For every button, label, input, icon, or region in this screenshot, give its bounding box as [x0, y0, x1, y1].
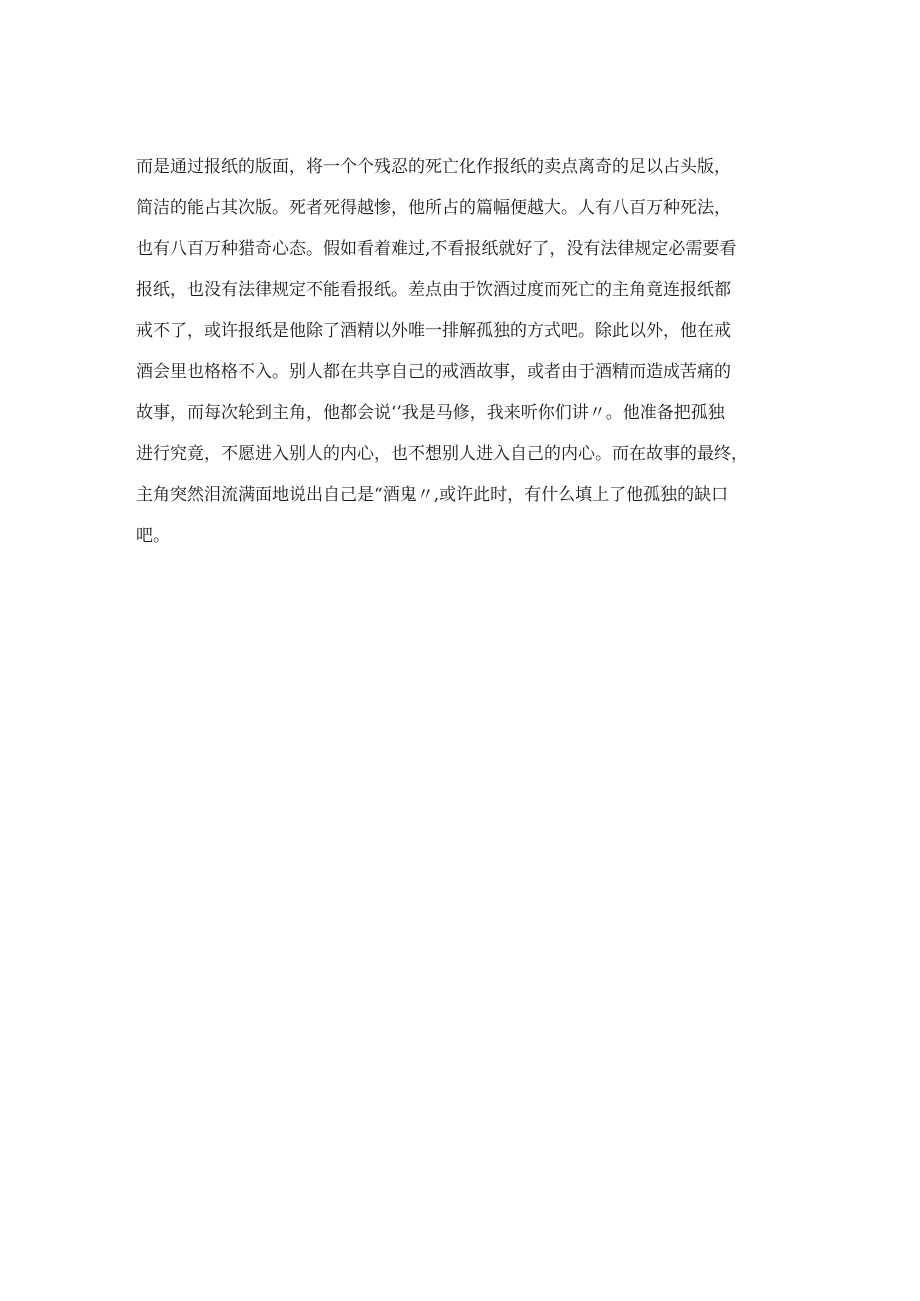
paragraph-line-2: 简洁的能占其次版。死者死得越惨，他所占的篇幅便越大。人有八百万种死法，	[136, 198, 731, 218]
paragraph-line-1: 而是通过报纸的版面，将一个个残忍的死亡化作报纸的卖点离奇的足以占头版，	[136, 157, 731, 177]
paragraph-line-4: 报纸，也没有法律规定不能看报纸。差点由于饮酒过度而死亡的主角竟连报纸都	[136, 280, 731, 300]
paragraph-line-8: 进行究竟，不愿进入别人的内心，也不想别人进入自己的内心。而在故事的最终，	[136, 444, 748, 464]
body-paragraph	[136, 150, 816, 560]
paragraph-line-7: 故事，而每次轮到主角，他都会说‘’我是马修，我来听你们讲〃。他准备把孤独	[136, 403, 725, 423]
paragraph-line-10: 吧。	[136, 526, 170, 546]
paragraph-line-6: 酒会里也格格不入。别人都在共享自己的戒酒故事，或者由于酒精而造成苦痛的	[136, 362, 731, 382]
paragraph-line-3: 也有八百万种猎奇心态。假如看着难过,不看报纸就好了，没有法律规定必需要看	[136, 239, 737, 259]
paragraph-line-5: 戒不了，或许报纸是他除了酒精以外唯一排解孤独的方式吧。除此以外，他在戒	[136, 321, 731, 341]
paragraph-line-9: 主角突然泪流满面地说出自己是“酒鬼〃,或许此时，有什么填上了他孤独的缺口	[136, 485, 729, 505]
